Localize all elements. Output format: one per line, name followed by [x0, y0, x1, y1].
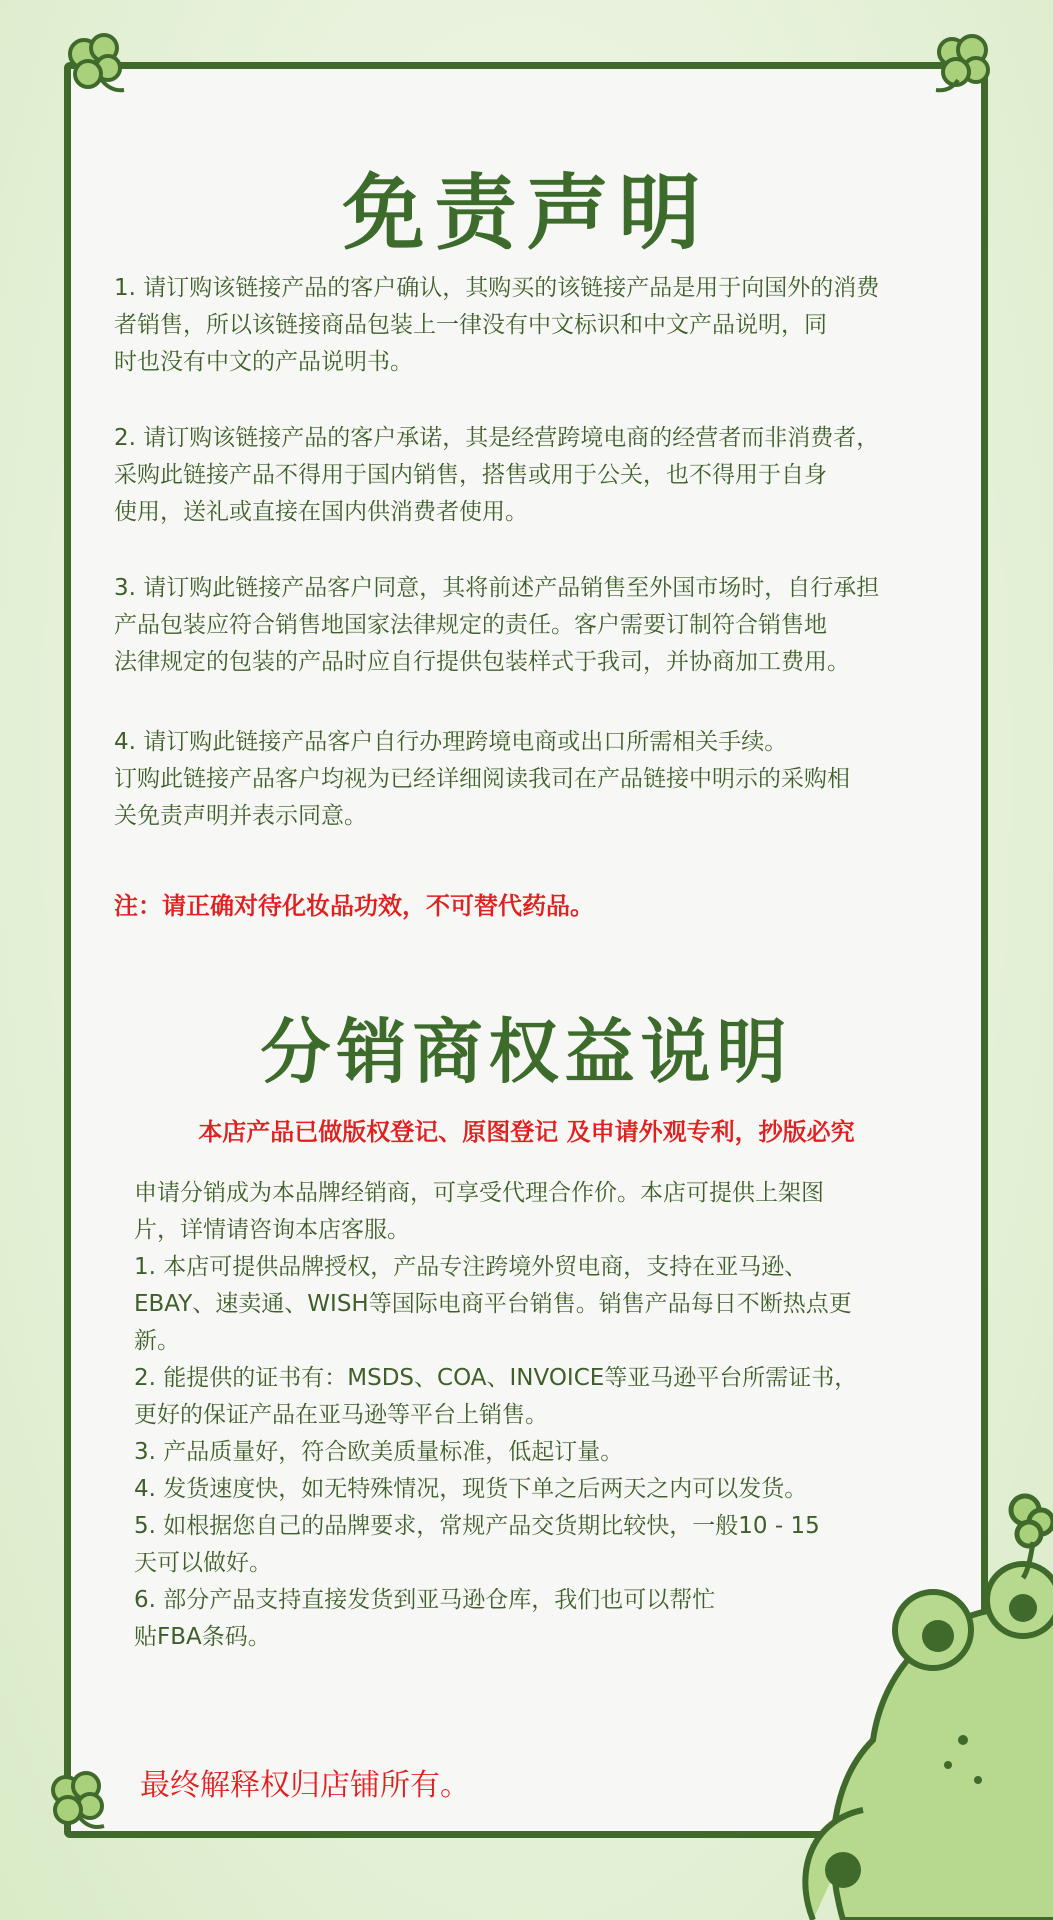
clover-icon [62, 30, 132, 100]
clover-icon [44, 1768, 114, 1838]
frog-illustration [733, 1450, 1053, 1920]
distributor-body: 申请分销成为本品牌经销商，可享受代理合作价。本店可提供上架图 片，详情请咨询本店客服。 1. 本店可提供品牌授权，产品专注跨境外贸电商，支持在亚马逊、 EBAY、速卖通、WISH等国际电商平台销售。销售产品每日不断热点更 新。 2. 能提供的证书有：MSDS、COA、INVOICE等亚马逊平台所需证书， 更好的保证产品在亚马逊等平台上销售。 3. 产品质量好，符合欧美质量标准，低起订量。 4. 发货速度快，如无特殊情况，现货下单之后两天之内可以发货。 5. 如根据您自己的品牌要求，常规产品交货期比较快，一般10 - 15 天可以做好。 6. 部分产品支持直接发货到亚马逊仓库，我们也可以帮忙 贴FBA条码。 [134, 1180, 858, 1650]
disclaimer-item-1: 1. 请订购该链接产品的客户确认，其购买的该链接产品是用于向国外的消费 者销售，所以该链接商品包装上一律没有中文标识和中文产品说明，同 时也没有中文的产品说明书。 [114, 275, 880, 375]
cosmetics-note: 注：请正确对待化妆品功效，不可替代药品。 [114, 892, 594, 920]
final-note: 最终解释权归店铺所有。 [140, 1768, 470, 1803]
disclaimer-item-2: 2. 请订购该链接产品的客户承诺，其是经营跨境电商的经营者而非消费者， 采购此链接产品不得用于国内销售，搭售或用于公关，也不得用于自身 使用，送礼或直接在国内供消费者使用。 [114, 425, 880, 525]
disclaimer-item-4: 4. 请订购此链接产品客户自行办理跨境电商或出口所需相关手续。 订购此链接产品客户均视为已经详细阅读我司在产品链接中明示的采购相 关免责声明并表示同意。 [114, 729, 850, 829]
disclaimer-title: 免责声明 [342, 165, 711, 261]
disclaimer-item-3: 3. 请订购此链接产品客户同意，其将前述产品销售至外国市场时，自行承担 产品包装应符合销售地国家法律规定的责任。客户需要订制符合销售地 法律规定的包装的产品时应自行提供包装样式于我司，并协商加工费用。 [114, 575, 880, 675]
clover-icon [928, 30, 998, 100]
copyright-notice: 本店产品已做版权登记、原图登记 及申请外观专利，抄版必究 [198, 1118, 855, 1146]
distributor-title: 分销商权益说明 [260, 1010, 793, 1093]
